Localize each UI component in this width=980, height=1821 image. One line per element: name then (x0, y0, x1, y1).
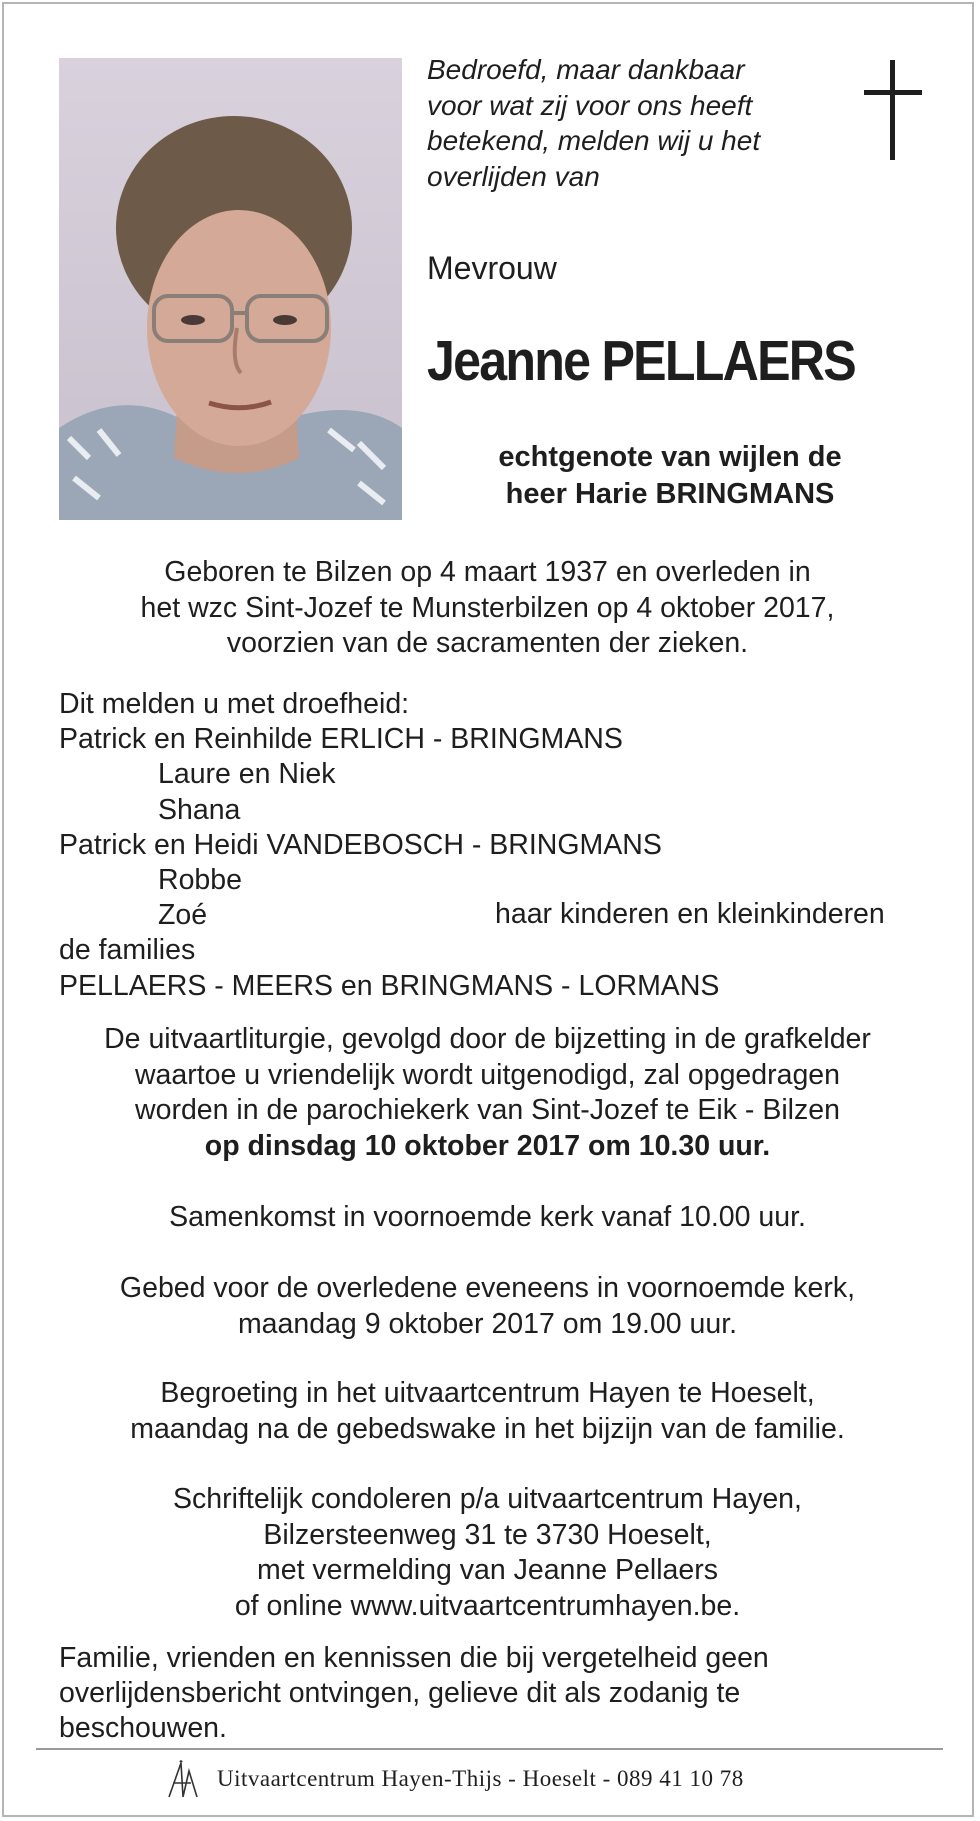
family-couple: Patrick en Reinhilde ERLICH - BRINGMANS (59, 723, 623, 756)
condolences-line: of online www.uitvaartcentrumhayen.be. (234, 1589, 741, 1622)
greeting-paragraph (40, 1376, 935, 1447)
condolences-line: Bilzersteenweg 31 te 3730 Hoeselt, (263, 1518, 712, 1551)
relation-label: haar kinderen en kleinkinderen (495, 898, 885, 930)
birth-death-line: het wzc Sint-Jozef te Munsterbilzen op 4 oktober 2017, (140, 591, 835, 624)
salutation: Mevrouw (427, 250, 557, 286)
grandchild: Laure en Niek (158, 758, 336, 791)
intro-line: overlijden van (427, 160, 600, 192)
intro-line: voor wat zij voor ons heeft (427, 89, 753, 121)
funeral-date: op dinsdag 10 oktober 2017 om 10.30 uur. (204, 1129, 771, 1162)
footer (163, 1757, 744, 1801)
grandchild: Zoé (158, 899, 208, 932)
birth-death-paragraph (40, 555, 935, 662)
funeral-line: worden in de parochiekerk van Sint-Jozef te Eik - Bilzen (135, 1094, 840, 1126)
families-label: de families (59, 934, 196, 967)
portrait-photo (59, 58, 402, 520)
prayer-paragraph (40, 1271, 935, 1342)
greeting-line: Begroeting in het uitvaartcentrum Hayen te Hoeselt, (160, 1377, 815, 1409)
church-logo-icon (163, 1759, 203, 1799)
prayer-line: Gebed voor de overledene eveneens in voornoemde kerk, (119, 1272, 856, 1304)
intro-line: Bedroefd, maar dankbaar (427, 54, 745, 85)
spouse-line: echtgenote van wijlen de (498, 441, 842, 473)
closing-line: overlijdensbericht ontvingen, gelieve dit als zodanig te (59, 1677, 741, 1710)
funeral-paragraph (40, 1022, 935, 1164)
greeting-line: maandag na de gebedswake in het bijzijn van de familie. (130, 1412, 845, 1445)
footer-divider (36, 1748, 943, 1750)
intro-text (427, 52, 847, 194)
gathering-text (40, 1200, 935, 1236)
deceased-name: Jeanne PELLAERS (427, 329, 855, 393)
prayer-line: maandag 9 oktober 2017 om 19.00 uur. (237, 1307, 738, 1340)
family-list (59, 687, 719, 1004)
funeral-line: waartoe u vriendelijk wordt uitgenodigd, zal opgedragen (134, 1058, 841, 1091)
spouse-line: heer Harie BRINGMANS (505, 478, 835, 510)
birth-death-line: voorzien van de sacramenten der zieken. (226, 627, 749, 659)
funeral-line: De uitvaartliturgie, gevolgd door de bijzetting in de grafkelder (104, 1023, 871, 1055)
family-heading: Dit melden u met droefheid: (59, 688, 410, 720)
grandchild: Shana (158, 793, 241, 826)
closing-line: Familie, vrienden en kennissen die bij vergetelheid geen (59, 1642, 769, 1674)
gathering-line: Samenkomst in voornoemde kerk vanaf 10.00 uur. (169, 1201, 806, 1233)
footer-text: Uitvaartcentrum Hayen-Thijs - Hoeselt - 089 41 10 78 (217, 1766, 744, 1791)
intro-line: betekend, melden wij u het (427, 125, 761, 156)
closing-paragraph (59, 1641, 769, 1747)
condolences-line: met vermelding van Jeanne Pellaers (257, 1554, 718, 1586)
latin-cross-icon (864, 60, 922, 160)
spouse-text (420, 439, 920, 513)
condolences-line: Schriftelijk condoleren p/a uitvaartcentrum Hayen, (173, 1483, 802, 1515)
birth-death-line: Geboren te Bilzen op 4 maart 1937 en overleden in (164, 556, 811, 588)
condolences-paragraph (40, 1482, 935, 1624)
grandchild: Robbe (158, 863, 242, 896)
closing-line: beschouwen. (59, 1712, 227, 1745)
families: PELLAERS - MEERS en BRINGMANS - LORMANS (59, 969, 720, 1002)
family-couple: Patrick en Heidi VANDEBOSCH - BRINGMANS (59, 828, 662, 861)
